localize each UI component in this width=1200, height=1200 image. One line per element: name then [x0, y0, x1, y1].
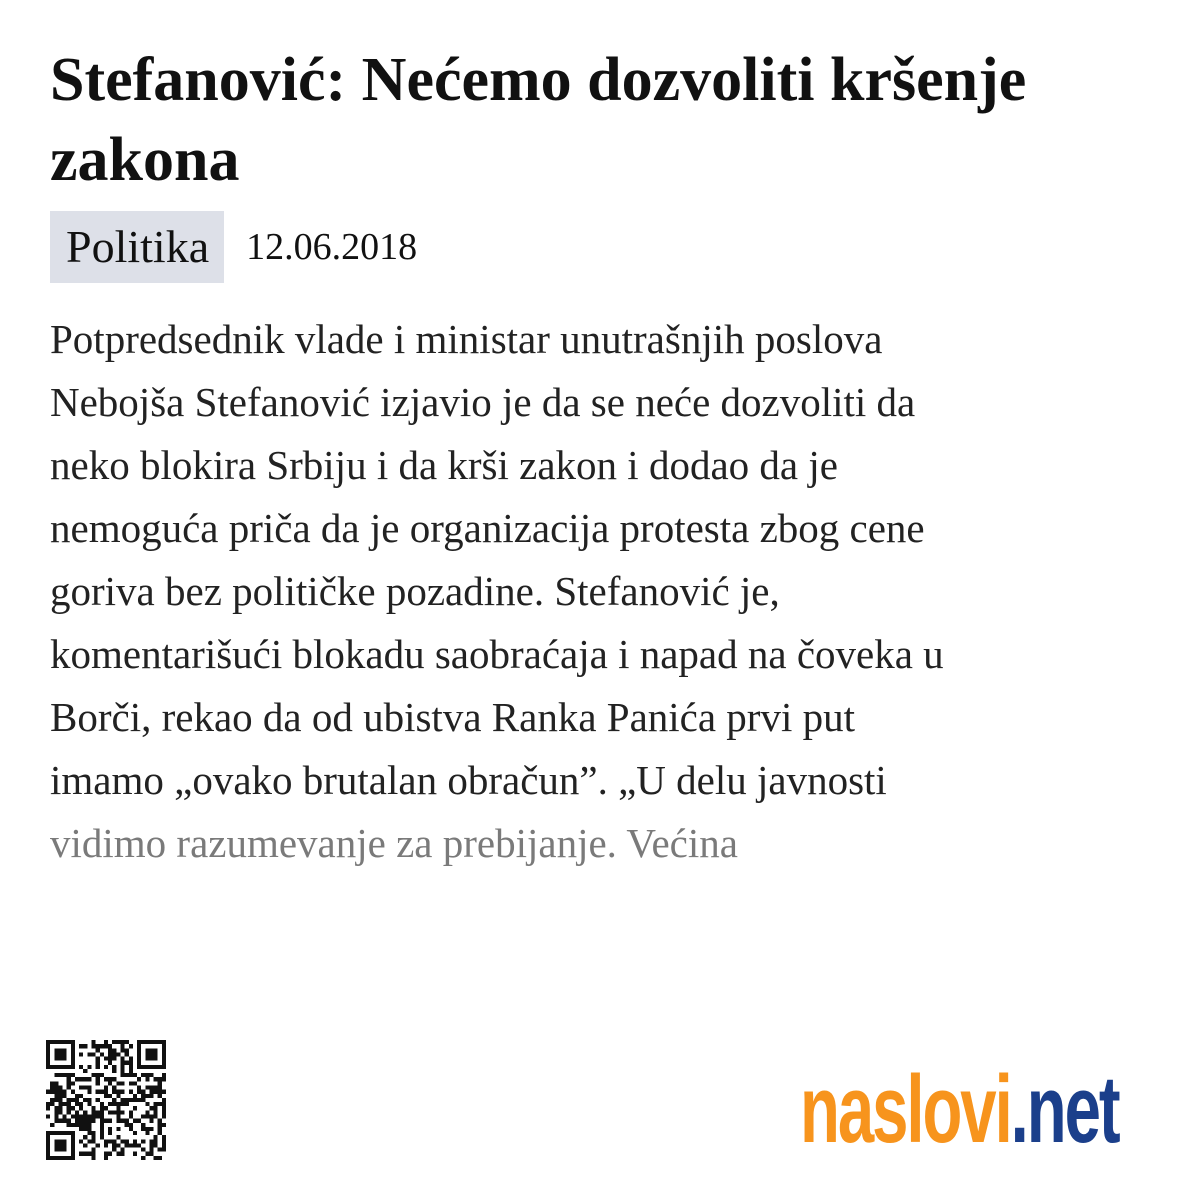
category-badge[interactable]: Politika — [50, 211, 224, 283]
body-line: komentarišući blokadu saobraćaja i napad na čoveka u — [50, 631, 944, 677]
body-line: neko blokira Srbiju i da krši zakon i dodao da je — [50, 442, 838, 488]
article-meta — [50, 211, 417, 283]
body-line: nemoguća priča da je organizacija protesta zbog cene — [50, 505, 925, 551]
body-line: imamo „ovako brutalan obračun”. „U delu javnosti — [50, 757, 887, 803]
logo-text-secondary: .net — [1010, 1056, 1119, 1163]
logo-text-primary: naslovi — [800, 1056, 1011, 1163]
article-title: Stefanović: Nećemo dozvoliti kršenje zakona — [50, 46, 1027, 194]
body-line-faded: vidimo razumevanje za prebijanje. Većina — [50, 820, 738, 866]
naslovi-net-logo[interactable] — [800, 1050, 1119, 1170]
body-line: Potpredsednik vlade i ministar unutrašnjih poslova — [50, 316, 883, 362]
article-body — [50, 308, 1160, 875]
body-line: Borči, rekao da od ubistva Ranka Panića prvi put — [50, 694, 855, 740]
body-line: goriva bez političke pozadine. Stefanović je, — [50, 568, 780, 614]
qr-code-icon[interactable] — [46, 1038, 166, 1162]
body-line: Nebojša Stefanović izjavio je da se neće dozvoliti da — [50, 379, 916, 425]
publish-date: 12.06.2018 — [246, 226, 418, 268]
